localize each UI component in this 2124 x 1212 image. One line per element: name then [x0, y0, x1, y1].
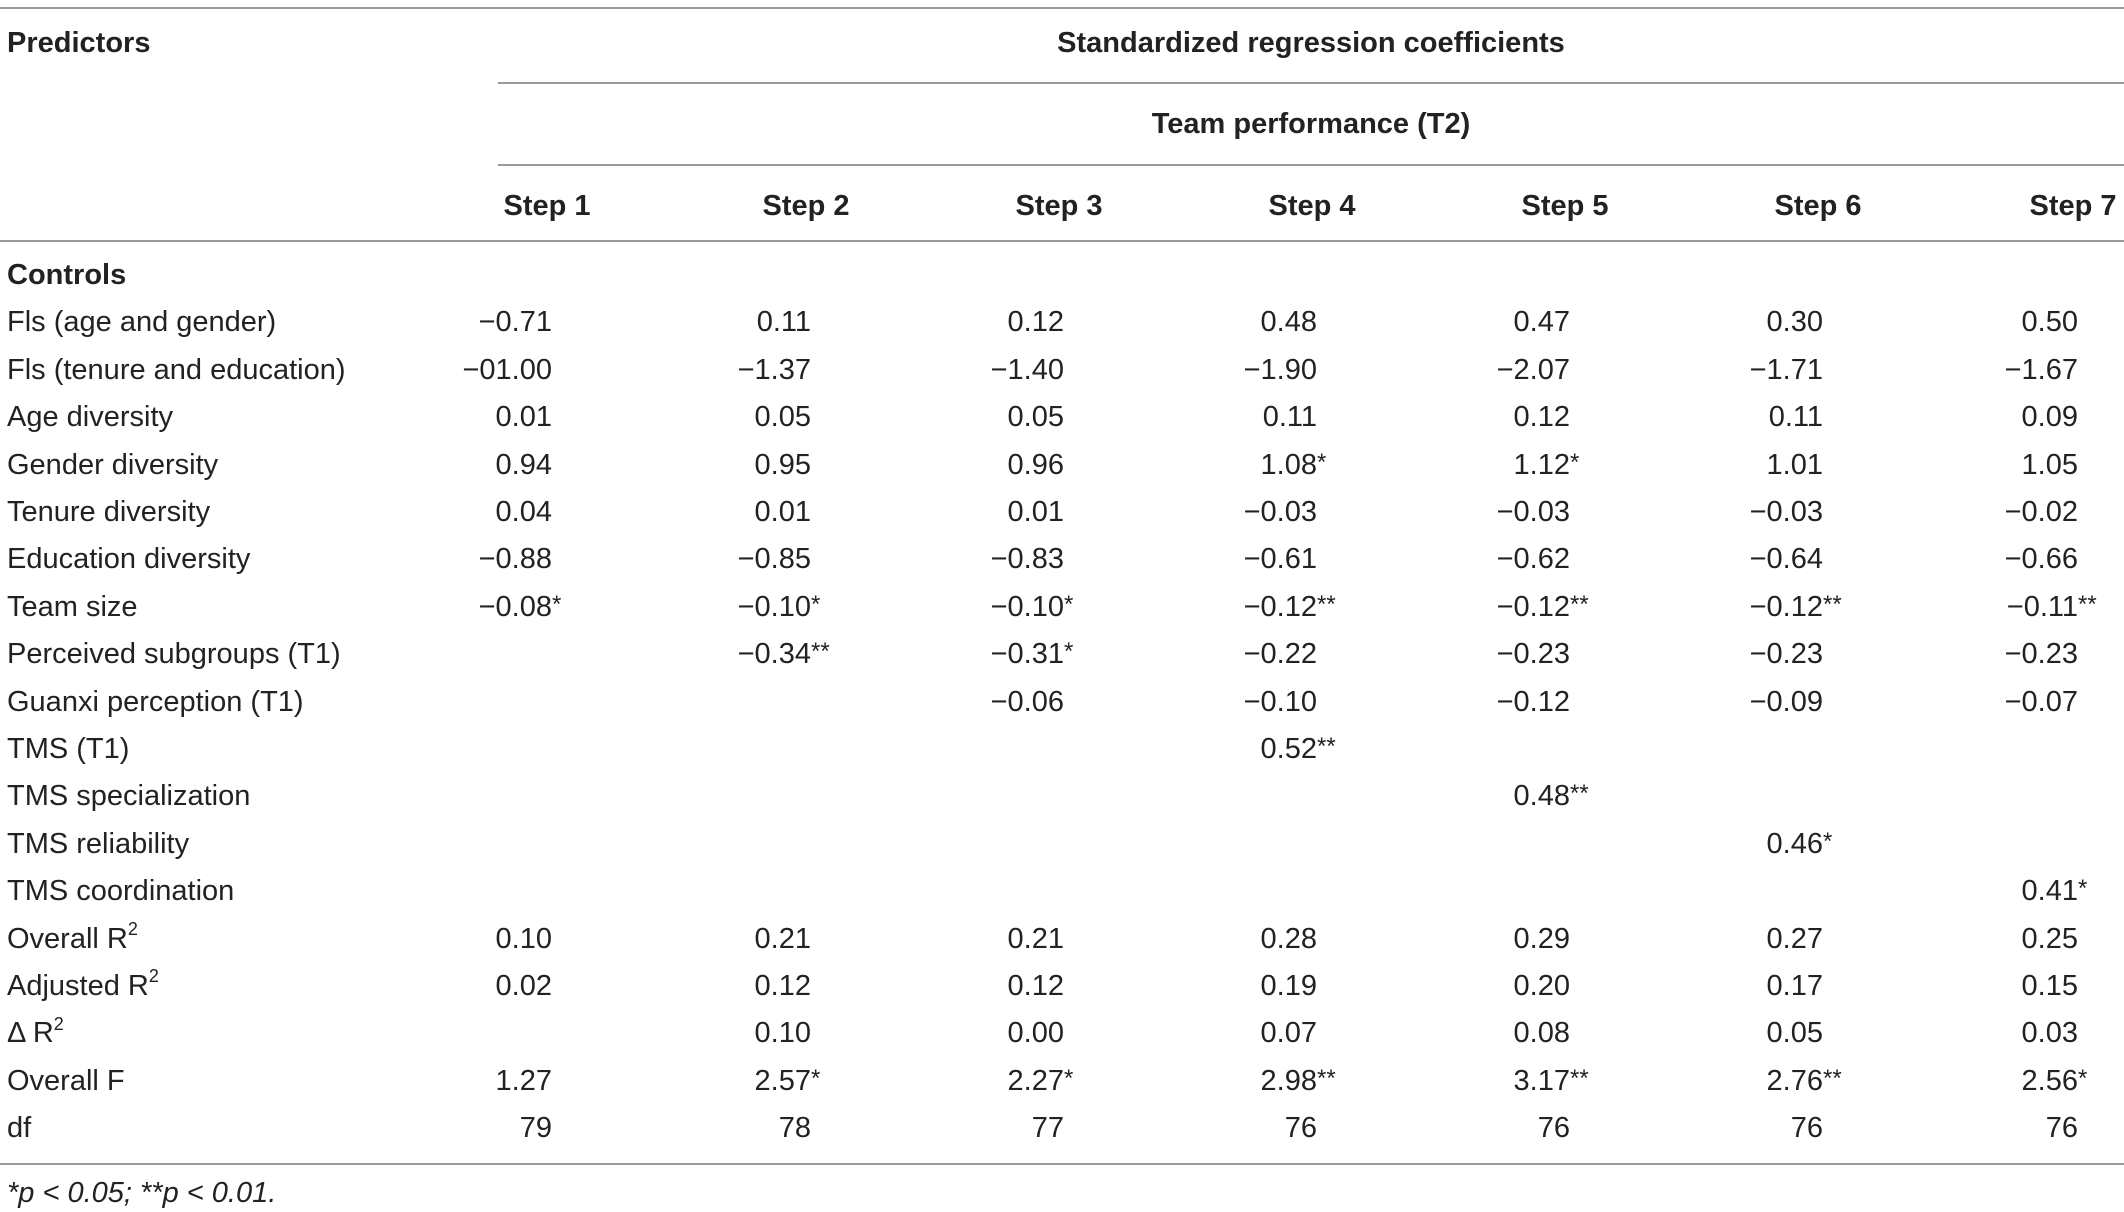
team-performance-header: Team performance (T2): [1151, 108, 1471, 140]
coefficient-value: 2.98: [1260, 1064, 1317, 1097]
coefficient-value: 1.27: [495, 1064, 552, 1097]
predictor-label-text: Fls (tenure and education): [7, 353, 346, 386]
coefficient-value: 0.09: [2021, 401, 2078, 434]
coefficient-value: −0.23: [1749, 638, 1823, 671]
table-row: [0, 631, 2124, 678]
coefficient-value: −0.02: [2004, 496, 2078, 528]
coefficient-value: −0.12: [1749, 590, 1823, 623]
predictor-label: [7, 684, 304, 720]
step-2-header: Step 2: [762, 190, 850, 222]
significance-marker: **: [1570, 1064, 1589, 1092]
predictor-label-text: TMS specialization: [7, 780, 251, 813]
table-row: [0, 726, 2124, 773]
significance-marker: *: [1064, 638, 1074, 666]
coefficient-value: −0.12: [1496, 685, 1570, 718]
coefficient-value: −0.22: [1243, 638, 1317, 671]
predictor-label-text: Education diversity: [7, 543, 251, 576]
coefficient-value: −0.10: [1243, 685, 1317, 718]
coefficient-value: 0.11: [1262, 401, 1317, 434]
coefficient-value: −0.66: [2004, 543, 2078, 576]
table-row: [0, 1058, 2124, 1105]
coefficient-value: −0.23: [1496, 638, 1570, 671]
coefficient-value: 0.28: [1260, 922, 1317, 955]
predictor-label: [7, 447, 218, 483]
coefficient-value: 0.95: [754, 448, 811, 481]
section-row: [0, 252, 2124, 299]
coefficient-value: −0.09: [1749, 685, 1823, 718]
significance-marker: **: [811, 638, 830, 666]
coefficient-value: −0.03: [1496, 496, 1570, 528]
coefficient-value: 76: [1790, 1112, 1823, 1145]
significance-marker: **: [1317, 733, 1336, 760]
coefficient-value: 0.50: [2021, 306, 2078, 339]
table-row: [0, 1105, 2124, 1152]
significance-marker: **: [1823, 590, 1842, 618]
table-row: [0, 773, 2124, 820]
predictor-label-text: Perceived subgroups (T1): [7, 638, 341, 671]
coefficient-value: −0.71: [478, 306, 552, 339]
coefficient-value: 0.25: [2021, 922, 2078, 955]
step-4-header: Step 4: [1268, 190, 1356, 222]
table-row: [0, 679, 2124, 726]
coefficient-value: −0.64: [1749, 543, 1823, 576]
significance-marker: *: [1570, 448, 1580, 476]
coefficient-value: −1.90: [1243, 353, 1317, 386]
superscript: 2: [53, 1013, 64, 1034]
predictor-label: [7, 494, 210, 530]
coefficient-value: −0.62: [1496, 543, 1570, 576]
coefficient-value: 0.96: [1007, 448, 1064, 481]
predictor-label-text: Overall R: [7, 922, 128, 955]
predictor-label: [7, 589, 138, 625]
coefficient-value: −0.07: [2004, 685, 2078, 718]
significance-marker: **: [2078, 590, 2097, 618]
predictor-label-text: Controls: [7, 259, 127, 291]
coefficient-value: 1.05: [2021, 448, 2078, 481]
significance-footnote: *p < 0.05; **p < 0.01.: [7, 1177, 277, 1209]
predictor-label-text: Tenure diversity: [7, 496, 211, 528]
significance-marker: *: [811, 1064, 821, 1092]
table-row: [0, 963, 2124, 1010]
coefficient-value: 0.17: [1766, 970, 1823, 1002]
predictor-label: [7, 541, 250, 577]
significance-marker: *: [1317, 448, 1327, 476]
predictors-header: Predictors: [7, 27, 151, 59]
superscript: 2: [148, 966, 159, 987]
predictor-label: [7, 731, 129, 767]
coefficient-value: 0.01: [1007, 496, 1064, 528]
coefficient-value: −0.12: [1243, 590, 1317, 623]
coefficient-value: −0.83: [990, 543, 1064, 576]
coefficient-value: 76: [1284, 1112, 1317, 1145]
subgroup-header-rule: [498, 164, 2124, 166]
coefficient-value: 0.12: [1007, 970, 1064, 1002]
coefficient-value: 0.11: [756, 306, 811, 339]
coefficient-value: −0.03: [1749, 496, 1823, 528]
coefficient-value: 0.30: [1766, 306, 1823, 339]
coefficient-value: −0.85: [737, 543, 811, 576]
coefficient-value: 0.03: [2021, 1017, 2078, 1050]
coefficient-value: 0.12: [1007, 306, 1064, 339]
predictor-label: [7, 1063, 125, 1099]
coefficient-value: 1.01: [1766, 448, 1823, 481]
coefficient-value: 0.04: [495, 496, 552, 528]
coefficient-value: 2.76: [1766, 1064, 1823, 1097]
coefficients-group-header: Standardized regression coefficients: [1057, 27, 1565, 59]
coefficient-value: 3.17: [1513, 1064, 1570, 1097]
table-row: [0, 347, 2124, 394]
coefficient-value: 0.21: [754, 922, 811, 955]
coefficient-value: 1.08: [1260, 448, 1317, 481]
predictor-label-text: TMS coordination: [7, 875, 235, 908]
predictor-label-text: Δ R: [7, 1017, 54, 1050]
predictor-label: [7, 636, 341, 672]
coefficient-value: 78: [778, 1112, 811, 1145]
coefficient-value: −0.12: [1496, 590, 1570, 623]
coefficient-value: −0.03: [1243, 496, 1317, 528]
coefficient-value: 0.05: [754, 401, 811, 434]
table-row: [0, 442, 2124, 489]
coefficient-value: 0.27: [1766, 922, 1823, 955]
coefficient-value: 0.12: [1513, 401, 1570, 434]
section-label: [7, 257, 126, 293]
coefficient-value: −0.08: [478, 590, 552, 623]
coefficient-value: 77: [1031, 1112, 1064, 1145]
coefficient-value: 0.19: [1260, 970, 1317, 1002]
coefficient-value: 0.48: [1513, 780, 1570, 813]
table-row: [0, 394, 2124, 441]
group-header-rule: [498, 82, 2124, 84]
coefficient-value: 0.10: [754, 1017, 811, 1050]
table-bottom-rule: [0, 1163, 2124, 1165]
coefficient-value: −1.37: [737, 353, 811, 386]
table-row: [0, 584, 2124, 631]
predictor-label-text: Team size: [7, 590, 138, 623]
coefficient-value: 0.00: [1007, 1017, 1064, 1050]
coefficient-value: −0.88: [478, 543, 552, 576]
predictor-label-text: df: [7, 1112, 32, 1145]
coefficient-value: 1.12: [1513, 448, 1570, 481]
table-row: [0, 868, 2124, 915]
significance-marker: *: [2078, 1064, 2088, 1092]
step-1-header: Step 1: [503, 190, 591, 222]
coefficient-value: −0.34: [737, 638, 811, 671]
coefficient-value: 0.12: [754, 970, 811, 1002]
coefficient-value: 0.46: [1766, 827, 1823, 860]
coefficient-value: −1.71: [1749, 353, 1823, 386]
coefficient-value: 0.52: [1260, 733, 1317, 765]
table-row: [0, 536, 2124, 583]
coefficient-value: 0.01: [495, 401, 552, 434]
coefficient-value: −0.61: [1243, 543, 1317, 576]
coefficient-value: −0.31: [990, 638, 1064, 671]
significance-marker: **: [1570, 780, 1589, 808]
coefficient-value: 0.07: [1260, 1017, 1317, 1050]
coefficient-value: −0.10: [990, 590, 1064, 623]
significance-marker: *: [1064, 590, 1074, 618]
table-row: [0, 916, 2124, 963]
predictor-label-text: Adjusted R: [7, 970, 149, 1002]
coefficient-value: 0.05: [1766, 1017, 1823, 1050]
superscript: 2: [127, 918, 138, 939]
significance-marker: *: [1064, 1064, 1074, 1092]
significance-marker: *: [552, 590, 562, 618]
significance-marker: **: [1317, 590, 1336, 618]
coefficient-value: 0.94: [495, 448, 552, 481]
significance-marker: *: [2078, 875, 2088, 903]
coefficient-value: 0.29: [1513, 922, 1570, 955]
predictor-label: [7, 399, 173, 435]
predictor-label: [7, 826, 189, 862]
coefficient-value: 76: [2045, 1112, 2078, 1145]
coefficient-value: 76: [1537, 1112, 1570, 1145]
step-5-header: Step 5: [1521, 190, 1609, 222]
step-3-header: Step 3: [1015, 190, 1103, 222]
coefficient-value: −1.67: [2004, 353, 2078, 386]
predictor-label: [7, 778, 250, 814]
coefficient-value: 0.01: [754, 496, 811, 528]
coefficient-value: 0.05: [1007, 401, 1064, 434]
significance-marker: **: [1823, 1064, 1842, 1092]
coefficient-value: 2.56: [2021, 1064, 2078, 1097]
significance-marker: *: [811, 590, 821, 618]
coefficient-value: −0.11: [2006, 590, 2078, 623]
coefficient-value: 0.08: [1513, 1017, 1570, 1050]
coefficient-value: 0.21: [1007, 922, 1064, 955]
predictor-label-text: Age diversity: [7, 401, 174, 434]
coefficient-value: −2.07: [1496, 353, 1570, 386]
coefficient-value: 0.20: [1513, 970, 1570, 1002]
coefficient-value: 0.48: [1260, 306, 1317, 339]
coefficient-value: −0.10: [737, 590, 811, 623]
significance-marker: **: [1317, 1064, 1336, 1092]
table-top-rule: [0, 7, 2124, 9]
predictor-label: [7, 352, 346, 388]
predictor-label: [7, 1015, 64, 1051]
predictor-label-text: Gender diversity: [7, 448, 219, 481]
coefficient-value: 0.41: [2021, 875, 2078, 908]
table-row: [0, 821, 2124, 868]
predictor-label: [7, 1110, 31, 1146]
coefficient-value: 0.11: [1768, 401, 1823, 434]
coefficient-value: 0.02: [495, 970, 552, 1002]
coefficient-value: −1.40: [990, 353, 1064, 386]
predictor-label: [7, 918, 138, 957]
significance-marker: *: [1823, 827, 1833, 855]
predictor-label: [7, 873, 234, 909]
predictor-label-text: Guanxi perception (T1): [7, 685, 304, 718]
predictor-label-text: Overall F: [7, 1064, 125, 1097]
predictor-label: [7, 304, 276, 340]
coefficient-value: 2.27: [1007, 1064, 1064, 1097]
table-row: [0, 489, 2124, 536]
predictor-label-text: Fls (age and gender): [7, 306, 277, 339]
predictor-label-text: TMS (T1): [7, 733, 130, 765]
table-row: [0, 1010, 2124, 1057]
coefficient-value: 2.57: [754, 1064, 811, 1097]
predictor-label-text: TMS reliability: [7, 827, 190, 860]
coefficient-value: 0.15: [2021, 970, 2078, 1002]
step-7-header: Step 7: [2029, 190, 2117, 222]
coefficient-value: 79: [519, 1112, 552, 1145]
coefficient-value: 0.10: [495, 922, 552, 955]
header-bottom-rule: [0, 240, 2124, 242]
coefficient-value: 0.47: [1513, 306, 1570, 339]
coefficient-value: −0.06: [990, 685, 1064, 718]
predictor-label: [7, 968, 159, 1004]
coefficient-value: −0.23: [2004, 638, 2078, 671]
table-row: [0, 299, 2124, 346]
coefficient-value: −01.00: [462, 353, 552, 386]
significance-marker: **: [1570, 590, 1589, 618]
step-6-header: Step 6: [1774, 190, 1862, 222]
